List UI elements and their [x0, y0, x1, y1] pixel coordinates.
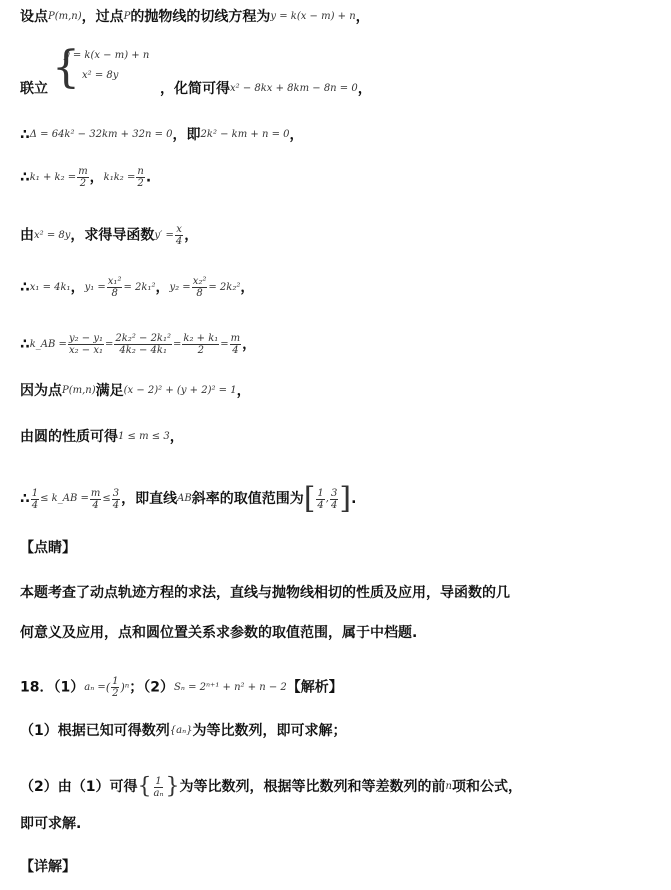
right-bracket: ]	[339, 481, 352, 516]
question-18-answer: 18．（1）aₙ =( $\frac{1}{2}$ )ⁿ；（2）Sₙ = 2ⁿ⁺¹ + n² + n − 2【解析】	[20, 676, 343, 699]
line-slope-ab: ∴k_AB = $\frac{\text{y₂ − y₁}}{\text{x₂ − x₁}}$ = $\frac{\text{2k₂² − 2k₁²}}{\text{4k₂ − 4k₁}}$ = $\frac{\text{k₂ + k₁}}{2}$ = $\frac{m}{4}$ ，	[20, 333, 257, 356]
system-eq-2: x² = 8y	[82, 70, 119, 81]
line-slope-range: ∴ $\frac{1}{4}$ ≤ k_AB = $\frac{m}{4}$ ≤ $\frac{3}{4}$ ，即直线AB斜率的取值范围为[ $\frac{1}{4}$ , $\frac{3}{4}$ ].	[20, 481, 357, 516]
section-dianjing: 【点睛】	[20, 540, 76, 556]
line-m-range: 由圆的性质可得1 ≤ m ≤ 3，	[20, 429, 184, 445]
paragraph-line-1: 本题考查了动点轨迹方程的求法，直线与抛物线相切的性质及应用，导函数的几	[20, 585, 510, 601]
fraction: $\frac{n}{2}$	[137, 166, 144, 189]
fraction: $\frac{\text{k₂ + k₁}}{2}$	[183, 333, 219, 356]
line-tangent-setup: 设点P(m,n)，过点P的抛物线的切线方程为y = k(x − m) + n，	[20, 9, 370, 25]
fraction: $\frac{m}{4}$	[90, 487, 101, 511]
fraction: $\frac{1}{4}$	[31, 487, 39, 511]
line-derivative: 由x² = 8y，求得导函数y′ = $\frac{x}{4}$ ，	[20, 224, 199, 247]
system-eq-1: y = k(x − m) + n	[64, 50, 150, 61]
fraction: $\frac{1}{4}$	[317, 487, 324, 511]
fraction: $\frac{\text{x₂²}}{8}$	[192, 276, 207, 299]
fraction: $\frac{3}{4}$	[112, 487, 120, 511]
left-brace: {	[52, 42, 80, 93]
section-xiangjie: 【详解】	[20, 859, 76, 875]
fraction: $\frac{m}{4}$	[230, 333, 241, 356]
math-k-eq: 2k² − km + n = 0	[200, 129, 290, 140]
fraction: $\frac{m}{2}$	[78, 166, 88, 189]
fraction: $\frac{1}{\text{aₙ}}$	[153, 775, 164, 799]
line-coordinates: ∴x₁ = 4k₁，y₁ = $\frac{\text{x₁²}}{8}$ = 2k₁²，y₂ = $\frac{\text{x₂²}}{8}$ = 2k₂²，	[20, 276, 255, 299]
math-tangent-eq: y = k(x − m) + n	[270, 11, 356, 22]
math-discriminant: Δ = 64k² − 32km + 32n = 0	[29, 129, 173, 140]
math-p: P	[123, 11, 131, 22]
fraction: $\frac{x}{4}$	[175, 224, 183, 247]
line-vieta: ∴k₁ + k₂ = $\frac{m}{2}$ ，k₁k₂ = $\frac{n}{2}$ .	[20, 166, 152, 189]
fraction: $\frac{1}{2}$	[112, 676, 119, 699]
paragraph-line-2: 何意义及应用，点和圆位置关系求参数的取值范围，属于中档题.	[20, 625, 418, 641]
math-sum: Sₙ = 2ⁿ⁺¹ + n² + n − 2	[173, 681, 287, 693]
line-simultaneous: 联立 ，化简可得x² − 8kx + 8km − 8n = 0，	[20, 81, 372, 97]
fraction: $\frac{\text{y₂ − y₁}}{\text{x₂ − x₁}}$	[68, 333, 103, 356]
analysis-step-1: （1）根据已知可得数列{aₙ}为等比数列，即可求解；	[20, 723, 347, 739]
left-bracket: [	[303, 481, 316, 516]
analysis-step-2-cont: 即可求解.	[20, 816, 82, 832]
line-discriminant: ∴Δ = 64k² − 32km + 32n = 0，即2k² − km + n = 0，	[20, 127, 304, 143]
math-circle: (x − 2)² + (y + 2)² = 1	[123, 385, 237, 396]
fraction: $\frac{\text{2k₂² − 2k₁²}}{\text{4k₂ − 4k₁}}$	[115, 333, 172, 356]
math-quadratic: x² − 8kx + 8km − 8n = 0	[230, 83, 358, 94]
fraction: $\frac{3}{4}$	[330, 487, 338, 511]
fraction: $\frac{\text{x₁²}}{8}$	[107, 276, 122, 299]
math-point-p: P(m,n)	[48, 11, 82, 22]
line-circle-condition: 因为点P(m,n)满足(x − 2)² + (y + 2)² = 1，	[20, 383, 251, 399]
analysis-step-2: （2）由（1）可得{ $\frac{1}{\text{aₙ}}$ }为等比数列，根据等比数列和等差数列的前n项和公式，	[20, 774, 522, 799]
